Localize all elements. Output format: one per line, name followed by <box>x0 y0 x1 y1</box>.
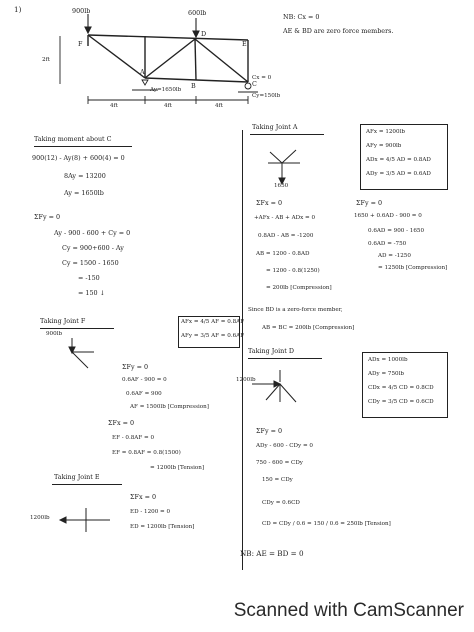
joint-f-fx-3: = 1200lb [Tension] <box>150 465 205 471</box>
joint-f-fx-2: EF = 0.8AF = 0.8(1500) <box>112 450 181 456</box>
joint-a-fx-2: 0.8AD - AB = -1200 <box>258 233 314 239</box>
joint-f-fy-3: AF = 1500lb [Compression] <box>130 404 209 410</box>
joint-e-title: Taking Joint E <box>54 473 100 481</box>
moment-underline <box>34 146 132 147</box>
joint-d-fy-1: ADy - 600 - CDy = 0 <box>256 443 313 449</box>
column-divider <box>242 130 243 570</box>
joint-a-fx-3: AB = 1200 - 0.8AD <box>256 251 310 257</box>
joint-e-underline <box>52 484 122 485</box>
load-label-left: 900lb <box>72 7 91 15</box>
sumfy-line-5: = 150 ↓ <box>78 289 105 297</box>
svg-text:E: E <box>242 40 247 48</box>
joint-f-fy-1: 0.6AF - 900 = 0 <box>122 377 167 383</box>
sumfy-line-4: = -150 <box>78 274 100 282</box>
truss-diagram <box>0 0 474 120</box>
sumfy-title: ΣFy = 0 <box>34 213 61 221</box>
svg-text:B: B <box>191 82 196 90</box>
reaction-cx: Cx = 0 <box>252 75 272 81</box>
note-line-1: NB: Cx = 0 <box>283 13 320 21</box>
joint-d-fy-5: CD = CDy / 0.6 = 150 / 0.6 = 250lb [Tension] <box>262 521 391 527</box>
joint-d-ratio-4: CDy = 3/5 CD = 0.6CD <box>368 399 434 405</box>
joint-f-title: Taking Joint F <box>40 317 86 325</box>
joint-d-fy-2: 750 - 600 = CDy <box>256 460 303 466</box>
joint-a-fbd <box>262 138 322 188</box>
dim-span3: 4ft <box>215 103 223 109</box>
joint-a-ratio-4: ADy = 3/5 AD = 0.6AD <box>366 171 431 177</box>
joint-d-fy-title: ΣFy = 0 <box>256 427 283 435</box>
joint-a-fx-title: ΣFx = 0 <box>256 199 283 207</box>
joint-a-underline <box>250 134 324 135</box>
joint-f-fy-2: 0.6AF = 900 <box>126 391 162 397</box>
joint-a-ratio-1: AFx = 1200lb <box>366 129 405 135</box>
joint-e-fx-title: ΣFx = 0 <box>130 493 157 501</box>
joint-a-fy-5: = 1250lb [Compression] <box>378 265 448 271</box>
joint-f-fy-title: ΣFy = 0 <box>122 363 149 371</box>
reaction-ay: Ay=1650lb <box>150 87 182 93</box>
sumfy-line-3: Cy = 1500 - 1650 <box>62 259 119 267</box>
joint-e-line-2: ED = 1200lb [Tension] <box>130 524 195 530</box>
joint-a-fy-4: AD = -1250 <box>378 253 411 259</box>
joint-d-fy-3: 150 = CDy <box>262 477 293 483</box>
since-line-2: AB = BC = 200lb [Compression] <box>262 325 355 331</box>
joint-d-underline <box>248 358 322 359</box>
joint-d-ratio-2: ADy = 750lb <box>368 371 404 377</box>
joint-f-ratio-1: AFx = 4/5 AF = 0.8AF <box>181 319 245 325</box>
note-line-2: AE & BD are zero force members. <box>283 27 394 35</box>
joint-a-fy-1: 1650 + 0.6AD - 900 = 0 <box>354 213 422 219</box>
joint-f-underline <box>40 328 114 329</box>
svg-text:D: D <box>201 30 207 38</box>
joint-a-fx-5: = 200lb [Compression] <box>266 285 332 291</box>
joint-a-fy-title: ΣFy = 0 <box>356 199 383 207</box>
joint-a-title: Taking Joint A <box>252 123 298 131</box>
dim-span1: 4ft <box>110 103 118 109</box>
joint-a-fx-4: = 1200 - 0.8(1250) <box>266 268 320 274</box>
joint-e-load: 1200lb <box>30 515 50 521</box>
moment-line-1: 900(12) - Ay(8) + 600(4) = 0 <box>32 154 125 162</box>
joint-d-ratio-3: CDx = 4/5 CD = 0.8CD <box>368 385 434 391</box>
joint-a-fx-1: +AFx - AB + ADx = 0 <box>254 215 316 221</box>
joint-d-fbd <box>248 366 318 412</box>
svg-text:C: C <box>252 80 257 88</box>
dim-span2: 4ft <box>164 103 172 109</box>
sumfy-line-2: Cy = 900+600 - Ay <box>62 244 124 252</box>
joint-a-fy-2: 0.6AD = 900 - 1650 <box>368 228 425 234</box>
reaction-cy: Cy=150lb <box>252 93 281 99</box>
joint-f-fx-1: EF - 0.8AF = 0 <box>112 435 155 441</box>
joint-a-ratio-2: AFy = 900lb <box>366 143 402 149</box>
moment-title: Taking moment about C <box>34 135 112 143</box>
joint-e-line-1: ED - 1200 = 0 <box>130 509 171 515</box>
joint-d-title: Taking Joint D <box>248 347 295 355</box>
sumfy-line-1: Ay - 900 - 600 + Cy = 0 <box>54 229 131 237</box>
final-note: NB: AE = BD = 0 <box>240 549 304 558</box>
joint-f-load: 900lb <box>46 331 63 337</box>
joint-e-fbd <box>58 506 118 536</box>
moment-line-2: 8Ay = 13200 <box>64 172 106 180</box>
load-label-right: 600lb <box>188 9 207 17</box>
joint-f-fx-title: ΣFx = 0 <box>108 419 135 427</box>
joint-f-ratio-2: AFy = 3/5 AF = 0.6AF <box>181 333 245 339</box>
joint-d-ratio-1: ADx = 1000lb <box>368 357 408 363</box>
joint-a-ratio-3: ADx = 4/5 AD = 0.8AD <box>366 157 431 163</box>
joint-d-load: 1200lb <box>236 377 256 383</box>
since-line-1: Since BD is a zero-force member, <box>248 307 343 313</box>
joint-f-fbd <box>52 332 112 376</box>
joint-d-fy-4: CDy = 0.6CD <box>262 500 300 506</box>
watermark: Scanned with CamScanner <box>233 600 464 621</box>
joint-a-fy-3: 0.6AD = -750 <box>368 241 407 247</box>
joint-a-value: 1650 <box>274 183 289 189</box>
dim-height: 2ft <box>42 57 50 63</box>
moment-line-3: Ay = 1650lb <box>64 189 104 197</box>
svg-text:F: F <box>78 40 83 48</box>
problem-number: 1) <box>14 5 22 14</box>
svg-text:A: A <box>140 68 145 76</box>
